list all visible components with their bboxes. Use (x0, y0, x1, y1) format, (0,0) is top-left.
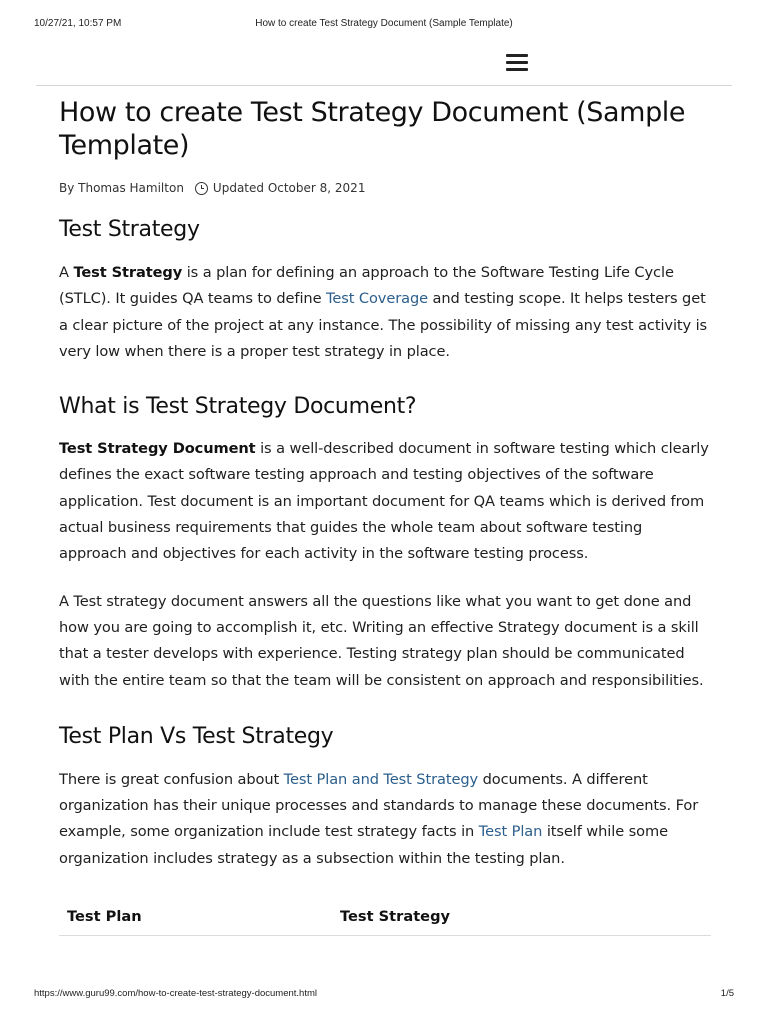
paragraph-test-strategy (59, 260, 711, 365)
test-plan-link[interactable]: Test Plan (478, 823, 543, 841)
text-fragment: There is great confusion about (59, 770, 284, 788)
test-plan-and-test-strategy-link[interactable]: Test Plan and Test Strategy (283, 770, 479, 788)
paragraph-confusion (59, 767, 711, 872)
author-link[interactable]: By Thomas Hamilton (59, 181, 184, 195)
comparison-table (59, 896, 711, 936)
heading-what-is-test-strategy-document: What is Test Strategy Document? (59, 394, 417, 420)
article-content (59, 96, 711, 936)
test-coverage-link[interactable]: Test Coverage (325, 290, 428, 308)
print-page-title: How to create Test Strategy Document (Sample Template) (255, 18, 513, 29)
print-header (34, 18, 734, 32)
paragraph-what-is (59, 436, 711, 567)
text-fragment: documents. A different organization has their unique processes and standards to manage these documents. For example, some organization include test strategy facts in (59, 770, 699, 841)
heading-test-plan-vs-test-strategy: Test Plan Vs Test Strategy (59, 723, 334, 749)
bold-term: Test Strategy Document (59, 440, 256, 458)
clock-icon (195, 182, 208, 195)
text-fragment: and testing scope. It helps testers get a clear picture of the project at any instance. The possibility of missing any test activity is very low when there is a proper test strategy in place. (59, 290, 708, 360)
updated-date: Updated October 8, 2021 (212, 181, 366, 195)
print-page-number: 1/5 (720, 988, 734, 999)
menu-bar (506, 54, 528, 57)
text-fragment: is a well-described document in software testing which clearly defines the exact software testing approach and testing objectives of the software application. Test document is an important document for QA teams which is derived from actual business requirements that guides the whole team about software testing approach and objectives for each activity in the software testing process. (59, 440, 709, 563)
paragraph-answers: A Test strategy document answers all the questions like what you want to get done and how you are going to accomplish it, etc. Writing an effective Strategy document is a skill that a tester develops with experience. Testing strategy plan should be communicated with the entire team so that the team will be consistent on approach and responsibilities. (59, 592, 704, 689)
heading-test-strategy: Test Strategy (59, 217, 200, 242)
menu-bar (506, 61, 528, 64)
article-meta (59, 180, 711, 196)
text-fragment: A (59, 264, 74, 281)
site-header (36, 44, 732, 86)
table-header-row (59, 896, 711, 936)
text-fragment: itself while some organization includes strategy as a subsection within the testing plan. (59, 823, 668, 867)
hamburger-menu-icon[interactable] (506, 52, 530, 72)
print-url: https://www.guru99.com/how-to-create-test-strategy-document.html (34, 988, 318, 999)
column-header-test-strategy: Test Strategy (332, 896, 711, 936)
menu-bar (506, 68, 528, 71)
text-fragment: is a plan for defining an approach to the Software Testing Life Cycle (STLC). It guides QA teams to define (59, 264, 674, 308)
article-title: How to create Test Strategy Document (Sample Template) (59, 97, 686, 161)
bold-term: Test Strategy (73, 264, 183, 281)
column-header-test-plan: Test Plan (59, 896, 332, 936)
print-footer (34, 988, 734, 1002)
print-datetime: 10/27/21, 10:57 PM (34, 18, 122, 29)
